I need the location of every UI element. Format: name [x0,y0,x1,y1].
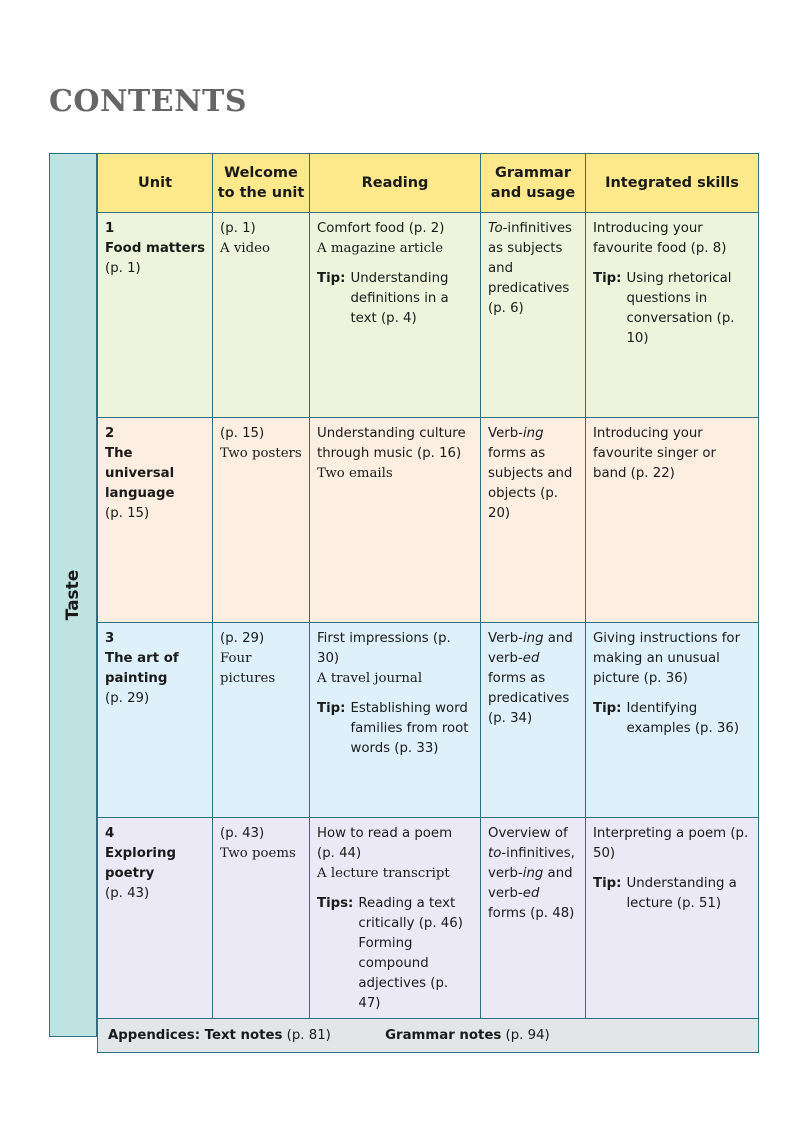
grammar-text: Verb- [488,631,523,646]
reading-cell [310,418,481,623]
unit-page: (p. 15) [105,506,150,521]
unit-row-3 [98,623,759,818]
unit-number: 2 [105,426,115,441]
integrated-cell [586,418,759,623]
welcome-cell [213,623,310,818]
welcome-text: A video [220,241,270,256]
welcome-text: Two poems [220,846,296,861]
unit-page: (p. 1) [105,261,141,276]
grammar-text: and verb- [488,631,573,666]
tip-text: Forming compound adjectives (p. 47) [358,936,449,1011]
unit-name[interactable]: Food matters [105,241,205,256]
grammar-cell [481,818,586,1019]
grammar-cell [481,623,586,818]
unit-row-2 [98,418,759,623]
welcome-text: Two posters [220,446,302,461]
unit-cell [98,418,213,623]
tip-label: Tips: [317,896,354,911]
reading-tip [317,699,474,759]
integrated-tip [593,269,752,349]
grammar-notes-link[interactable] [385,1026,550,1046]
reading-text: A magazine article [317,241,444,256]
reading-text: Two emails [317,466,393,481]
tip-text: Identifying examples (p. 36) [626,701,740,736]
integrated-tip [593,699,752,739]
tip-label: Tip: [593,271,622,286]
tip-text: Reading a text critically (p. 46) [358,896,463,931]
welcome-page: (p. 1) [220,221,256,236]
reading-cell [310,213,481,418]
grammar-em: ed [522,651,540,666]
unit-number: 3 [105,631,115,646]
theme-label: Taste [63,569,83,621]
grammar-em: To [488,221,503,236]
unit-name[interactable]: The universal language [105,446,175,501]
reading-title[interactable]: How to read a poem (p. 44) [317,826,453,861]
grammar-text: forms (p. 48) [488,906,575,921]
reading-cell [310,818,481,1019]
grammar-text: -infinitives as subjects and predicatives (p. 6) [488,221,572,316]
appendices-label: Appendices: Text notes [108,1027,283,1043]
reading-title[interactable]: First impressions (p. 30) [317,631,451,666]
reading-text: A lecture transcript [317,866,450,881]
unit-number: 1 [105,221,115,236]
welcome-cell [213,213,310,418]
tip-label: Tip: [593,876,622,891]
grammar-em: ed [522,886,540,901]
grammar-text: and verb- [488,866,573,901]
unit-name[interactable]: Exploring poetry [105,846,176,881]
tip-text: Using rhetorical questions in conversation (p. 10) [626,271,735,346]
tip-text: Understanding a lecture (p. 51) [626,876,737,911]
reading-text: A travel journal [317,671,423,686]
unit-number: 4 [105,826,115,841]
tip-label: Tip: [317,701,346,716]
header-unit: Unit [98,154,213,213]
header-row [98,154,759,213]
appendices-link[interactable] [108,1026,331,1046]
welcome-page: (p. 29) [220,631,265,646]
reading-tip [317,894,474,1014]
tip-text: Establishing word families from root words (p. 33) [350,701,469,756]
unit-page: (p. 29) [105,691,150,706]
header-integrated: Integrated skills [586,154,759,213]
integrated-text: Introducing your favourite singer or band (p. 22) [593,426,717,481]
header-welcome: Welcome to the unit [213,154,310,213]
integrated-text: Introducing your favourite food (p. 8) [593,221,727,256]
reading-tip [317,269,474,329]
welcome-cell [213,418,310,623]
reading-title[interactable]: Comfort food (p. 2) [317,221,445,236]
grammar-text: Overview of [488,826,568,841]
unit-row-4 [98,818,759,1019]
reading-cell [310,623,481,818]
grammar-text: Verb- [488,426,523,441]
grammar-text: forms as subjects and objects (p. 20) [488,446,573,521]
header-grammar: Grammar and usage [481,154,586,213]
integrated-tip [593,874,752,914]
footer-cell [98,1019,759,1053]
contents-table [97,153,759,1053]
grammar-em: ing [522,426,544,441]
integrated-cell [586,818,759,1019]
unit-cell [98,818,213,1019]
grammar-em: ing [522,631,544,646]
grammar-notes-label: Grammar notes [385,1027,502,1043]
unit-page: (p. 43) [105,886,150,901]
footer-row [98,1019,759,1053]
unit-cell [98,623,213,818]
grammar-em: ing [522,866,544,881]
page-title: CONTENTS [49,84,248,119]
appendices-page: (p. 81) [282,1027,331,1043]
welcome-page: (p. 15) [220,426,265,441]
tip-text: Understanding definitions in a text (p. 4) [350,271,449,326]
integrated-text: Giving instructions for making an unusual picture (p. 36) [593,631,741,686]
reading-title[interactable]: Understanding culture through music (p. 16) [317,426,466,461]
header-reading: Reading [310,154,481,213]
grammar-cell [481,213,586,418]
tip-label: Tip: [593,701,622,716]
grammar-notes-page: (p. 94) [501,1027,550,1043]
theme-sidebar [49,153,97,1037]
tip-text-group [358,894,474,1014]
tip-label: Tip: [317,271,346,286]
grammar-text: forms as predicatives (p. 34) [488,671,570,726]
integrated-cell [586,623,759,818]
unit-name[interactable]: The art of painting [105,651,179,686]
grammar-text: -infinitives, verb- [488,846,575,881]
integrated-cell [586,213,759,418]
integrated-text: Interpreting a poem (p. 50) [593,826,749,861]
grammar-em: to [488,846,502,861]
unit-row-1 [98,213,759,418]
grammar-cell [481,418,586,623]
unit-cell [98,213,213,418]
welcome-page: (p. 43) [220,826,265,841]
welcome-cell [213,818,310,1019]
welcome-text: Four pictures [220,651,276,686]
